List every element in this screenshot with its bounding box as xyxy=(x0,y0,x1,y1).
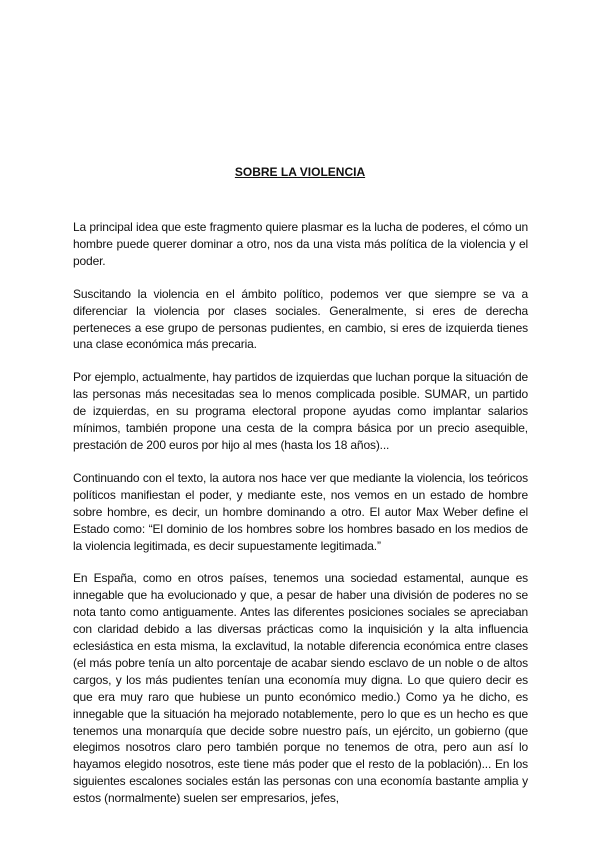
document-body xyxy=(73,219,528,807)
paragraph-1: La principal idea que este fragmento quiere plasmar es la lucha de poderes, el cómo un hombre puede querer dominar a otro, nos da una vista más política de la violencia y el poder. xyxy=(73,220,528,268)
paragraph-4: Continuando con el texto, la autora nos hace ver que mediante la violencia, los teóricos políticos manifiestan el poder, y mediante este, nos vemos en un estado de hombre sobre hombre, es decir, un hombre dominando a otro. El autor Max Weber define el Estado como: “El dominio de los hombres sobre los hombres basado en los medios de la violencia legitimada, es decir supuestamente legitimada.” xyxy=(73,470,528,553)
paragraph-2: Suscitando la violencia en el ámbito político, podemos ver que siempre se va a diferenciar la violencia por clases sociales. Generalmente, si eres de derecha perteneces a ese grupo de personas pudientes, en cambio, si eres de izquierda tienes una clase económica más precaria. xyxy=(73,286,528,352)
paragraph-3: Por ejemplo, actualmente, hay partidos de izquierdas que luchan porque la situación de las personas más necesitadas sea lo menos complicada posible. SUMAR, un partido de izquierdas, en su programa electoral propone ayudas como implantar salarios mínimos, también propone una cesta de la compra básica por un precio asequible, prestación de 200 euros por hijo al mes (hasta los 18 años)... xyxy=(73,370,528,452)
paragraph-5: En España, como en otros países, tenemos una sociedad estamental, aunque es innegable que ha evolucionado y que, a pesar de haber una división de poderes no se nota tanto como antiguamente. Antes las diferentes posiciones sociales se apreciaban con claridad debido a las diversas prácticas como la inquisición y la alta influencia eclesiástica en esta misma, la exclavitud, la notable diferencia económica entre clases (el más pobre tenía un alto porcentaje de acabar siendo esclavo de un noble o de altos cargos, y los más pudientes tenían una economía muy digna. Lo que quiero decir es que era muy raro que hubiese un punto económico medio.) Como ya he dicho, es innegable que la situación ha mejorado notablemente, pero lo que es un hecho es que tenemos una monarquía que decide sobre nuestro país, un ejército, un gobierno (que elegimos nosotros claro pero también porque no tenemos de otra, pero aun así lo hayamos elegido nosotros, este tiene más poder que el resto de la población)... En los siguientes escalones sociales están las personas con una economía bastante amplia y estos (normalmente) suelen ser empresarios, jefes, xyxy=(73,571,528,806)
document-title: SOBRE LA VIOLENCIA xyxy=(234,165,366,179)
